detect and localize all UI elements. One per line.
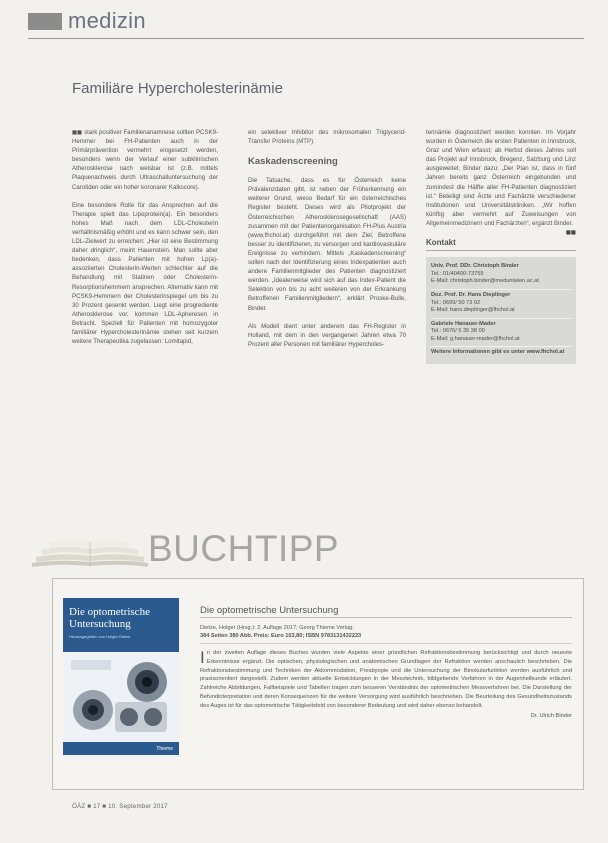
end-mark-icon: ◼◼ [565,229,576,237]
book-title-divider [200,617,572,618]
cover-subtitle: Herausgegeben von Holger Dietze [69,634,131,639]
page-footer: ÖÄZ ■ 17 ■ 10. September 2017 [72,803,168,810]
book-review-text: In der zweiten Auflage dieses Buches wurden viele Aspekte einer gründlichen Refraktionsbestimmung berücksichtigt und durch neueste Erkenntnisse ergänzt. Die optischen, physiologischen und anatomischen Grundlagen der Refraktion werden anschaulich beschrieben. Die Refraktionsbestimmung und Techniken der Akkommodation, Presbyopie und die Untersuchung der Binokularfunktion werden ausführlich und praxisorientiert dargestellt. Zudem werden aktuelle Entwicklungen in der Messtechnik, bildgebende Verfahren in der Augenheilkunde erläutert. Zahlreiche Abbildungen, Fallbeispiele und Tabellen tragen zum besseren Verständnis der optometrischen Messverfahren bei. Die Darstellung der Befundinterpretation und deren Konsequenzen für die weitere Versorgung wird ausführlich beschrieben. Die Beurteilung des Gesundheitszustands des Auges ist für das optometrische Tätigkeitsfeld von besonderer Bedeutung und wird daher ebenso behandelt. Dr. Ulrich Binder [200,648,572,719]
cover-illustration-icon [63,652,179,742]
review-author: Dr. Ulrich Binder [530,712,572,719]
contact-entry: Univ. Prof. DDr. Christoph Binder Tel.: 01/40400-73755 E-Mail: christoph.binder@meduniwien.ac.at [431,261,571,290]
more-info-link[interactable]: Weitere Informationen gibt es unter www.fhchol.at [431,349,565,356]
article-column-1 [72,128,218,355]
email-link[interactable]: E-Mail: christoph.binder@meduniwien.ac.at [431,278,539,285]
section-title: medizin [68,8,146,33]
kontakt-box [426,257,576,364]
cover-title: Die optometrische Untersuchung [69,606,150,630]
article-title: Familiäre Hypercholesterinämie [72,80,283,97]
buchtipp-label: BUCHTIPP [148,528,340,569]
cover-publisher: Thieme [156,746,173,752]
email-link[interactable]: E-Mail: g.hanauer-mader@fhchol.at [431,335,520,342]
book-meta: Dietze, Holger (Hrsg.): 2. Auflage 2017; Georg Thieme Verlag; 384 Seiten 380 Abb. Preis: Euro 103,80; ISBN 9783131432223 [200,625,362,639]
dropcap: I [200,648,205,667]
bullet-icon: ◼◼ [72,129,83,136]
contact-entry: Gabriele Hanauer-Mader Tel.: 0676/ 5 35 38 00 E-Mail: g.hanauer-mader@fhchol.at [431,319,571,348]
subheading: Kaskadenscreening [248,156,338,168]
paragraph: Die Tatsache, dass es für Österreich keine Prävalenzdaten gibt, ist neben der Früherkennung ein weiterer Grund, wieso Bedarf für ein österreichisches Register besteht. Dieses wird als Pilotprojekt der Österreichischen Atherosklerosegesellschaft (AAS) zusammen mit der Patientenorganisation FH-Plus Austria (www.fhchol.at) durchgeführt mit dem Ziel, Betroffene besser zu identifizieren, zu versorgen und kardiovaskuläre Ereignisse zu verhindern. Mittels „Kaskadenscreening“ sollen nach der Identifizierung eines Indexpatienten auch andere Familienmitglieder des Patienten diagnostiziert werden. „Idealerweise wird sich auf das Index-Patient die Selektion von bis zu acht weiteren von der Erkrankung Betroffenen Familienmitgliedern“, erklärt Proske-Bulle, Binder. [248,177,406,312]
contact-entry: Doz. Prof. Dr. Hans Dieplinger Tel.: 0699/ 50 73 92 E-Mail: hans.dieplinger@fhchol.at [431,290,571,319]
book-stack-icon [30,533,150,569]
article-column-2 [248,128,406,358]
kontakt-heading: Kontakt [426,238,576,251]
book-meta-divider [200,643,572,644]
book-cover [63,598,179,755]
paragraph: terinämie diagnostiziert werden konnten. Im Vorjahr wurden in Österreich die ersten Patienten in Innsbruck, Graz und Wien erfasst; ab Herbst dieses Jahres soll das Projekt auf Innsbruck, Bregenz, Salzburg und Linz ausgeweitet. Binder dazu: „Der Plan ist, dass in fünf Jahren bereits ganz Österreich eingebunden und zumindest die Hälfte aller FH-Patienten diagnostiziert ist.“ Beteiligt sind Ärzte und Fachärzte verschiedener Institutionen und Universitätskliniken. „Wir hoffen künftig aber vermehrt auf Zuweisungen von Allgemeinmedizinern und Fachärzten“, ergänzt Binder. ◼◼ [426,129,576,237]
paragraph: ein selektiver Inhibitor des mikrosomalen Triglycerid-Transfer Proteins (MTP). [248,129,406,146]
article-column-3 [426,128,576,364]
email-link[interactable]: E-Mail: hans.dieplinger@fhchol.at [431,307,515,314]
header-divider [28,38,584,39]
book-title: Die optometrische Untersuchung [200,605,339,616]
paragraph: Eine besondere Rolle für das Ansprechen auf die Therapie spielt das Lipoprotein(a). Ein besonders hohes Maß nach dem LDL-Cholesterin verhältnismäßig erhöht und es kann schwer sein, den LDL-Zielwert zu erreichen: „Hier ist eine Bestimmung daher dringlich“, meint Hauenstein. Man sollte aber bedenken, dass Patienten mit hohen Lp(a)-assoziierten Cholesterin-Werten schlechter auf die Behandlung mit Statinen oder Cholesterin-Resorptionshemmern ansprechen. Alternativ kann mit PCSK9-Hemmern der Cholesterinspiegel um bis zu 30 Prozent gesenkt werden. Liegt eine progrediente Atherosklerose vor, kommen LDL-Apheresen in Betracht. Speziell für Patienten mit homozygoter familiärer Hypercholesterinämie stehen seit kurzem weitere Therapeutika zugelassen: Lomitapid, [72,201,218,346]
paragraph: ◼◼ stark positiver Familienanamnese sollten PCSK9-Hemmer bei FH-Patienten auch in der Primärprävention vermehrt eingesetzt werden, besonders wenn der Verlauf einer subklinischen Atherosklerose nach weisbar ist (z.B. mittels Plaquenachweis durch Ultraschalluntersuchung der Carotiden oder ein hoher koronarer Kalkscore). [72,129,218,191]
paragraph: Als Modell dient unter anderem das FH-Register in Holland, mit dem in den vergangenen Jahren etwa 70 Prozent aller Personen mit familiärer Hypercholes- [248,322,406,348]
section-marker [28,13,62,30]
